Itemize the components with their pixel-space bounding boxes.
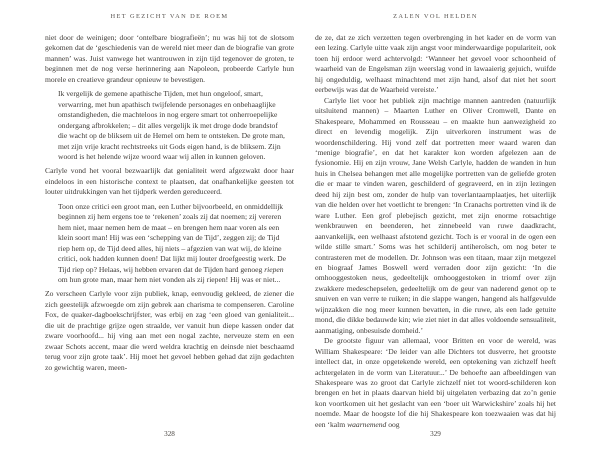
left-page-number: 328 bbox=[164, 430, 175, 438]
right-page bbox=[315, 0, 556, 460]
right-page-text bbox=[315, 33, 556, 430]
right-running-header: ZALEN VOL HELDEN bbox=[393, 13, 478, 20]
body-paragraph: Zo verscheen Carlyle voor zijn publiek, knap, eenvoudig gekleed, de ziener die zich geestelijk afzwoegde om zijn gebrek aan charisma te compenseren. Caroline Fox, de quaker-dagboekschrijfster, was erbij en zag ‘een gloed van genialiteit... die uit de prachtige grijze ogen straalde, ver vanuit hun diepe kassen onder dat zware voorhoofd... hij ving aan met een nogal zachte, nerveuze stem en een zwaar Schots accent, maar die werd weldra krachtig en deinsde niet beschaamd terug voor zijn grote taak’. Hij moet het gevoel hebben gehad dat zijn gedachten zo gewichtig waren, meen- bbox=[45, 289, 294, 372]
body-paragraph: De grootste figuur van allemaal, voor Britten en voor de wereld, was William Shakespeare: ‘De leider van alle Dichters tot dusverre, het grootste intellect dat, in onze opgetekende wereld, een optekening van zichzelf heeft achtergelaten in de vorm van Literatuur...’ De behoefte aan afbeeldingen van Shakespeare was zo groot dat Carlyle zichzelf niet tot woord-schilderen kon brengen en het in plaats daarvan hield bij uitgelaten verbazing dat zo’n genie kon voortkomen uit het geslacht van een ‘boer uit Warwickshire’ zoals hij het noemde. Maar de hoogste lof die hij Shakespeare kon toezwaaien was dat hij een ‘kalm waarnemend oog bbox=[315, 336, 556, 429]
right-page-number: 329 bbox=[430, 430, 441, 438]
body-paragraph: Carlyle vond het vooral bezwaarlijk dat genialiteit werd afgezwakt door haar eindeloos in een historische context te plaatsen, dat onafhankelijke geesten tot louter uitdrukkingen van het tijdperk werden gereduceerd. bbox=[45, 166, 294, 197]
body-paragraph: niet door de weinigen; door ‘ontelbare biografieën’; nu was hij tot de slotsom gekomen dat de ‘geschiedenis van de wereld niet meer dan de biografie van grote mannen’ was. Juist vanwege het wantrouwen in zijn tijd tegenover de groten, te beginnen met de nog verse herinnering aan Napoleon, probeerde Carlyle hun morele en creatieve grandeur opnieuw te bevestigen. bbox=[45, 33, 294, 84]
body-paragraph: Carlyle liet voor het publiek zijn machtige mannen aantreden (natuurlijk uitsluitend mannen) – Maarten Luther en Oliver Cromwell, Dante en Shakespeare, Mohammed en Rousseau – en maakte hun aanwezigheid zo direct en levendig mogelijk. Zijn uitverkoren instrument was de woordenschildering. Hij vond zelf dat portretten meer waard waren dan ‘menige biografie’, en dat het karakter kon worden afgelezen aan de fysionomie. Hij en zijn vrouw, Jane Welsh Carlyle, hadden de wanden in hun huis in Chelsea behangen met alle mogelijke portretten van de geliefde groten die er maar te vinden waren, geschilderd of gegraveerd, en in zijn lezingen deed hij zijn best om, zonder de hulp van toverlantaarnplaatjes, het uiterlijk van die helden over het voetlicht te brengen: ‘In Cranachs portretten vind ik de ware Luther. Een grof plebejisch gezicht, met zijn enorme rotsachtige wenkbrauwen en beenderen, het zinnebeeld van ruwe daadkracht, aanvankelijk, een welhaast afstotend gezicht. Toch is er vooral in de ogen een wilde stille smart.’ Soms was het schilderij antiheroïsch, om nog beter te contrasteren met de modellen. Dr. Johnson was een titaan, maar zijn metgezel en biograaf James Boswell werd verraden door zijn gezicht: ‘In die omhooggestoken neus, gedeeltelijk omhooggestoken in triomf over zijn zwakkere medeschepselen, gedeeltelijk om de geur van naderend genot op te snuiven en van verre te ruiken; in die slappe wangen, hangend als halfgevulde wijnzakken die nog meer kunnen bevatten, in die ruwe, als een lade getuite mond, die dikke bedauwde kin; wie ziet niet in dat alles voldoende sensualiteit, aanmatiging, onbesuisde domheid.’ bbox=[315, 95, 556, 335]
left-page bbox=[45, 0, 294, 460]
body-paragraph: de ze, dat ze zich verzetten tegen overbrenging in het kader en de vorm van een lezing. Carlyle uitte vaak zijn angst voor minderwaardige populariteit, ook toen hij erdoor werd achtervolgd: ‘Wanneer het gevoel voor schoonheid of waarheid van de Engelsman zijn weerslag vond in lawaaierig gejuich, wuifde hij ongeduldig, welhaast minachtend met zijn hand, alsof dat niet het soort eerbewijs was dat de Waarheid vereiste.’ bbox=[315, 33, 556, 95]
block-quote: Toon onze critici een groot man, een Luther bijvoorbeeld, en onmiddellijk beginnen zij hem ergens toe te ‘rekenen’ zoals zij dat noemen; zij vereren hem niet, maar nemen hem de maat – en brengen hem naar voren als een klein soort man! Hij was een ‘schepping van de Tijd’, zeggen zij; de Tijd riep hem op, de Tijd deed alles, hij niets – afgezien van wat wij, de kleine critici, ook hadden kunnen doen! Dat lijkt mij louter droefgeestig werk. De Tijd riep op? Helaas, wij hebben ervaren dat de Tijden hard genoeg riepen om hun grote man, maar hem niet vonden als zij riepen! Hij was er niet... bbox=[58, 201, 286, 284]
left-running-header: HET GEZICHT VAN DE ROEM bbox=[110, 13, 229, 20]
left-page-text bbox=[45, 33, 294, 373]
block-quote: Ik vergelijk de gemene apathische Tijden, met hun ongeloof, smart, verwarring, met hun apathisch twijfelende personages en onbehaaglijke omstandigheden, die machteloos in nog ergere smart tot onherroepelijke ondergang afbrokkelen; – dit alles vergelijk ik met droge dode brandstof die wacht op de bliksem uit de Hemel om hem te ontsteken. De grote man, met zijn vrije kracht rechtstreeks uit Gods eigen hand, is de bliksem. Zijn woord is het helende wijze woord waar wij allen in kunnen geloven. bbox=[58, 89, 285, 161]
